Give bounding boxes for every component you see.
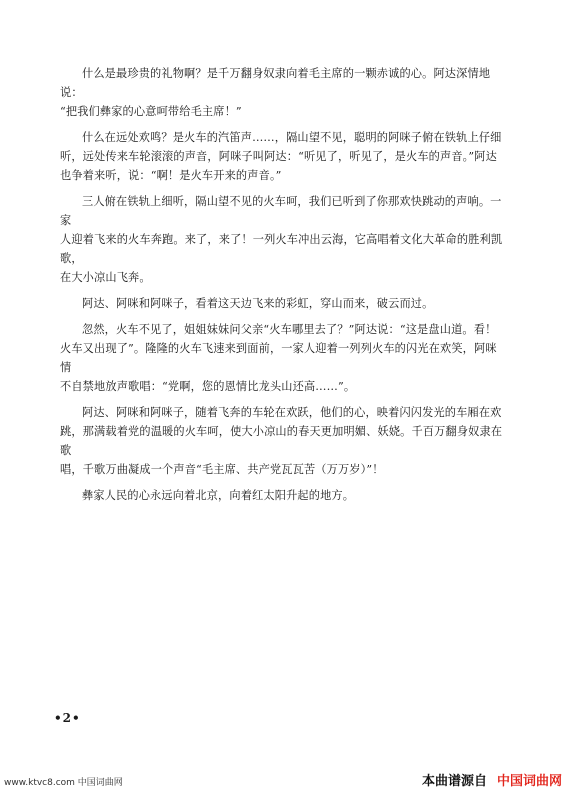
paragraph-line: 在大小凉山飞奔。 [60, 271, 151, 284]
paragraph-line: 火车又出现了”。隆隆的火车飞速来到面前，一家人迎着一列列火车的闪光在欢笑，阿咪情 [60, 342, 497, 374]
footer-source [422, 770, 562, 789]
paragraph-line: 跳，那满载着党的温暖的火车呵，使大小凉山的春天更加明媚、妖娆。千百万翻身奴隶在歌 [60, 425, 503, 457]
paragraph [60, 294, 508, 313]
footer-website: www.ktvc8.com 中国词曲网 [4, 778, 123, 788]
paragraph [60, 192, 508, 287]
paragraph-line: 也争着来听，说：“啊！是火车开来的声音。” [60, 169, 282, 182]
page-body [60, 64, 508, 512]
paragraph [60, 64, 508, 121]
paragraph [60, 320, 508, 396]
paragraph-line: 听，远处传来车轮滚滚的声音，阿咪子叫阿达：“听见了，听见了，是火车的声音。”阿达 [60, 150, 497, 163]
paragraph-line: 什么在远处欢鸣？是火车的汽笛声……，隔山望不见，聪明的阿咪子俯在铁轨上仔细 [82, 131, 502, 144]
page-number: •2• [54, 711, 81, 725]
paragraph-line: 彝家人民的心永远向着北京，向着红太阳升起的地方。 [82, 489, 355, 502]
paragraph [60, 128, 508, 185]
paragraph [60, 403, 508, 479]
paragraph-line: 阿达、阿咪和阿咪子，看着这天边飞来的彩虹，穿山而来，破云而过。 [82, 297, 434, 310]
footer-source-label: 本曲谱源自 [421, 774, 487, 789]
paragraph [60, 486, 508, 505]
paragraph-line: 唱，千歌万曲凝成一个声音“毛主席、共产党瓦瓦苦（万万岁）”！ [60, 463, 384, 476]
paragraph-line: 忽然，火车不见了，姐姐妹妹问父亲“火车哪里去了？”阿达说：“这是盘山道。看！ [82, 323, 497, 336]
paragraph-line: 不自禁地放声歌唱：“党啊，您的恩情比龙头山还高……”。 [60, 380, 356, 393]
paragraph-line: 人迎着飞来的火车奔跑。来了，来了！一列火车冲出云海，它高唱着文化大革命的胜利凯歌， [60, 233, 503, 265]
paragraph-line: “把我们彝家的心意呵带给毛主席！” [60, 105, 242, 118]
paragraph-line: 三人俯在铁轨上细听，隔山望不见的火车呵，我们已听到了你那欢快跳动的声响。一家 [60, 195, 502, 227]
paragraph-line: 什么是最珍贵的礼物啊？是千万翻身奴隶向着毛主席的一颗赤诚的心。阿达深情地说： [60, 67, 491, 99]
footer-brand: 中国词曲网 [496, 774, 562, 789]
paragraph-line: 阿达、阿咪和阿咪子，随着飞奔的车轮在欢跃，他们的心，映着闪闪发光的车厢在欢 [82, 406, 502, 419]
